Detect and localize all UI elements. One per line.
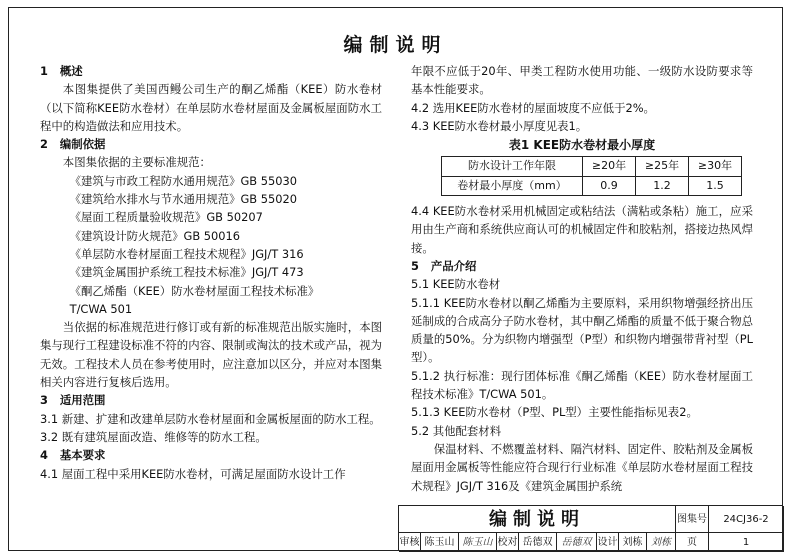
reference-item: 《建筑金属围护系统工程技术标准》JGJ/T 473	[69, 265, 304, 280]
reference-item: 《建筑与市政工程防水通用规范》GB 55030	[69, 173, 297, 188]
page-number: 1	[709, 533, 784, 552]
paragraph: 当依据的标准规范进行修订或有新的标准规范出版实施时，本图集与现行工程建设标准不符的内容、限制或淘汰的技术或产品，视为无效。工程技术人员在参考使用时，应注意加以区分，并应对本图集相关内容进行复核后选用。	[40, 320, 382, 390]
right-column	[411, 62, 753, 495]
table-header-cell: 防水设计工作年限	[442, 157, 583, 176]
table-row	[442, 157, 742, 176]
right-column-bottom	[411, 202, 753, 495]
title-block	[398, 505, 783, 551]
section-heading: 2 编制依据	[40, 137, 106, 152]
review-label: 审核	[399, 533, 421, 552]
clause: 5.1.2 执行标准：现行团体标准《酮乙烯酯（KEE）防水卷材屋面工程技术标准》T/CWA 501。	[411, 368, 753, 402]
reference-item: 《建筑设计防火规范》GB 50016	[69, 228, 241, 243]
proofreader-name: 岳德双	[519, 533, 557, 552]
clause: 3.2 既有建筑屋面改造、维修等的防水工程。	[40, 429, 267, 444]
designer-name: 刘栋	[619, 533, 647, 552]
left-column	[40, 62, 382, 483]
clause: 4.2 选用KEE防水卷材的屋面坡度不应低于2%。	[411, 100, 655, 115]
reviewer-signature: 陈玉山	[459, 533, 497, 552]
section-heading: 4 基本要求	[40, 448, 106, 463]
reference-item: 《酮乙烯酯（KEE）防水卷材屋面工程技术标准》	[69, 283, 320, 298]
right-column-top	[411, 62, 753, 135]
proofreader-signature: 岳德双	[557, 533, 597, 552]
clause: 4.4 KEE防水卷材采用机械固定或粘结法（满粘或条粘）施工，应采用由生产商和系统供应商认可的机械固定件和胶粘剂，搭接边热风焊接。	[411, 204, 753, 255]
designer-signature: 刘栋	[647, 533, 676, 552]
clause: 5.2 其他配套材料	[411, 423, 502, 438]
table-header-cell: ≥25年	[636, 157, 689, 176]
section-heading: 5 产品介绍	[411, 258, 477, 273]
reference-item: 《单层防水卷材屋面工程技术规程》JGJ/T 316	[69, 246, 304, 261]
reference-item: 《屋面工程质量验收规范》GB 50207	[69, 210, 263, 225]
table-cell: 0.9	[583, 176, 636, 195]
table-cell: 1.5	[689, 176, 742, 195]
table-cell: 卷材最小厚度（mm）	[442, 176, 583, 195]
table-header-cell: ≥30年	[689, 157, 742, 176]
proof-label: 校对	[497, 533, 519, 552]
page-title: 编制说明	[343, 34, 448, 56]
reference-item: 《建筑给水排水与节水通用规范》GB 55020	[69, 192, 297, 207]
atlas-no: 24CJ36-2	[709, 506, 784, 533]
section-heading: 1 概述	[40, 64, 83, 78]
section-heading: 3 适用范围	[40, 393, 106, 408]
clause: 3.1 新建、扩建和改建单层防水卷材屋面和金属板屋面的防水工程。	[40, 411, 381, 426]
min-thickness-table	[441, 156, 742, 196]
table-row	[442, 176, 742, 195]
table1-caption: 表1 KEE防水卷材最小厚度	[508, 138, 656, 153]
table-header-cell: ≥20年	[583, 157, 636, 176]
reference-item: T/CWA 501	[69, 301, 133, 316]
clause: 5.1.1 KEE防水卷材以酮乙烯酯为主要原料，采用织物增强经挤出压延制成的合成高分子防水卷材，其中酮乙烯酯的质量不低于聚合物总质量的50%。分为织物内增强型（P型）和织物内增强带背衬型（PL型）。	[411, 295, 753, 365]
reviewer-name: 陈玉山	[421, 533, 459, 552]
clause: 4.3 KEE防水卷材最小厚度见表1。	[411, 118, 588, 133]
atlas-no-label: 图集号	[676, 506, 709, 533]
design-label: 设计	[597, 533, 619, 552]
clause: 5.1.3 KEE防水卷材（P型、PL型）主要性能指标见表2。	[411, 405, 698, 420]
clause: 年限不应低于20年、甲类工程防水使用功能、一级防水设防要求等基本性能要求。	[411, 64, 753, 97]
clause: 5.1 KEE防水卷材	[411, 277, 501, 292]
table-cell: 1.2	[636, 176, 689, 195]
clause: 4.1 屋面工程中采用KEE防水卷材，可满足屋面防水设计工作	[40, 466, 346, 481]
title-block-title: 编制说明	[399, 506, 676, 533]
paragraph: 本图集依据的主要标准规范：	[62, 155, 211, 170]
paragraph: 保温材料、不燃覆盖材料、隔汽材料、固定件、胶粘剂及金属板屋面用金属板等性能应符合现行行业标准《单层防水卷材屋面工程技术规程》JGJ/T 316及《建筑金属围护系统	[411, 441, 753, 493]
page-label: 页	[676, 533, 709, 552]
paragraph: 本图集提供了美国西鳗公司生产的酮乙烯酯（KEE）防水卷材（以下简称KEE防水卷材）在单层防水卷材屋面及金属板屋面防水工程中的构造做法和应用技术。	[40, 82, 382, 133]
